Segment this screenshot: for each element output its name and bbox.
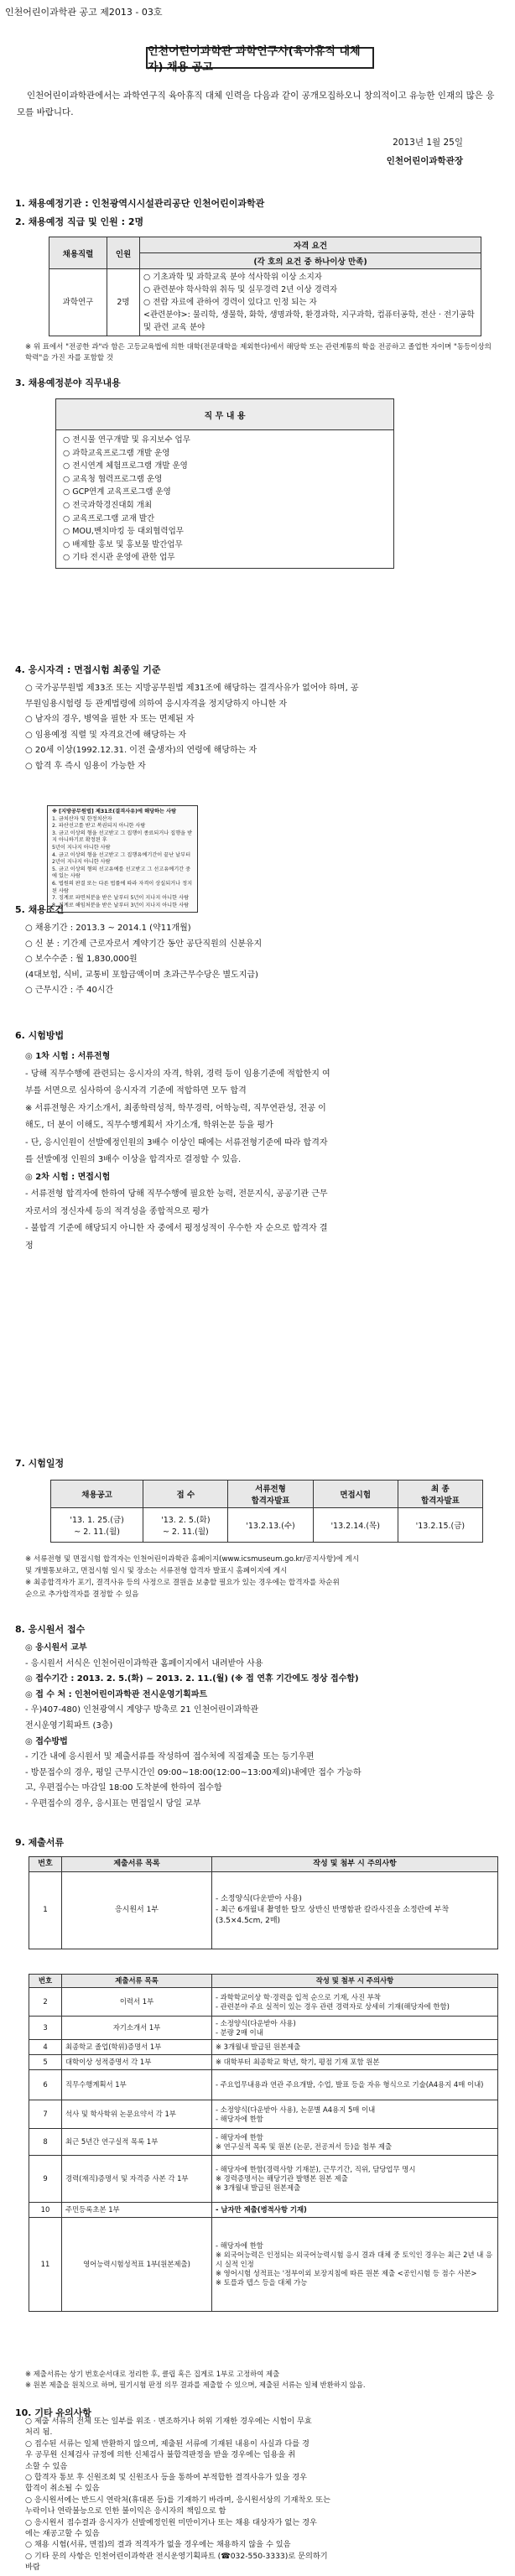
duty-item: ○ MOU,벤치마킹 등 대외협력업무 (63, 527, 184, 537)
application-line: ◎ 접 수 처 : 인천어린이과학관 전시운영기획파트 (25, 1689, 208, 1699)
eligibility-list (25, 681, 495, 775)
duty-item: ○ 전시물 연구개발 및 유지보수 업무 (63, 435, 190, 445)
notes-line: ○ 응시원서 접수결과 응시자가 선발예정인원 미만이거나 또는 채용 대상자가 없는 경우 (25, 2517, 317, 2527)
exam-line: ◎ 1차 시험 : 서류전형 (25, 1052, 111, 1061)
doc-name: 최종학교 졸업(학위)증명서 1부 (62, 2040, 212, 2055)
doc-name: 직무수행계획서 1부 (62, 2070, 212, 2100)
disqualification-line: 4. 금고 이상의 형을 선고받고 그 집행유예기간이 끝난 날부터 2년이 지나지 아니한 사람 (52, 851, 191, 866)
doc-col-notes: 작성 및 첨부 시 주의사항 (212, 1857, 498, 1872)
application-line: ◎ 접수방법 (25, 1736, 68, 1746)
doc-no: 8 (29, 2129, 62, 2156)
doc-notes: - 해당자에 한함 ※ 외국어능력은 인정되는 외국어능력시험 응시 결과 대체 중 토익인 경우는 최근 2년 내 응시 실적 인정 ※ 영어시험 성적표는 '정부이외 보장지침에 따른 원본 제출 <공인시험 등 점수 사본> ※ 토플과 텝스 등을 대체 가능 (212, 2218, 498, 2312)
doc-no: 3 (29, 2017, 62, 2040)
documents-table-1 (29, 1856, 498, 1949)
documents-note: ※ 제출서류는 상기 번호순서대로 정리한 후, 클립 혹은 집게로 1부로 고정하여 제출 (25, 2370, 280, 2378)
notes-line: 소할 수 있음 (25, 2461, 68, 2471)
disqualification-line: 5. 금고 이상의 형의 선고유예를 선고받고 그 선고유예기간 중에 있는 사람 (52, 866, 191, 880)
exam-line: 부를 서면으로 심사하여 응시자격 기준에 적합하면 모두 합격 (25, 1086, 247, 1095)
application-line: - 우)407-480) 인천광역시 계양구 방축로 21 인천어린이과학관 (25, 1705, 259, 1715)
notes-list (25, 2416, 495, 2573)
application-line: 고, 우편접수는 마감일 18:00 도착분에 한하여 접수함 (25, 1783, 222, 1793)
notice-date: 2013년 1월 25일 (393, 138, 463, 148)
doc-name: 영어능력시험성적표 1부(원본제출) (62, 2218, 212, 2312)
doc-notes: ※ 3개월내 발급된 원본제출 (212, 2040, 498, 2055)
col-position: 채용직렬 (49, 237, 107, 269)
condition-line: ○ 채용기간 : 2013.3 ~ 2014.1 (약11개월) (25, 924, 191, 933)
doc-no: 11 (29, 2218, 62, 2312)
requirement-line: ○ 관련분야 학사학위 취득 및 실무경력 2년 이상 경력자 (143, 285, 338, 294)
exam-line: - 당해 직무수행에 관련되는 응시자의 자격, 학위, 경력 등이 임용기준에 적합한지 여 (25, 1069, 330, 1079)
duty-item: ○ 배제할 홍보 및 홍보물 발간업무 (63, 539, 183, 549)
duty-heading: 직 무 내 용 (56, 399, 393, 430)
exam-line: ◎ 2차 시험 : 면접시험 (25, 1172, 111, 1182)
duty-list (56, 430, 393, 568)
section-7-heading: 7. 시험일정 (15, 1458, 65, 1469)
doc-name: 응시원서 1부 (62, 1872, 212, 1949)
doc-col-no: 번호 (29, 1975, 62, 1988)
position-table (49, 237, 481, 336)
schedule-header: 면접시험 (313, 1481, 398, 1508)
doc-no: 7 (29, 2100, 62, 2129)
notes-line: 우 공무원 신체검사 규정에 의한 신체검사 불합격판정을 받을 경우에는 임용을 취 (25, 2450, 296, 2460)
condition-line: (4대보험, 식비, 교통비 포함금액이며 초과근무수당은 별도지급) (25, 970, 258, 980)
doc-col-name: 제출서류 목록 (62, 1857, 212, 1872)
schedule-notes (25, 1553, 495, 1600)
doc-notes: - 소정양식(다운받아 사용) - 최근 6개월내 촬영한 탈모 상반신 반명함판 칼라사진을 소정란에 부착(3.5×4.5cm, 2매) (212, 1872, 498, 1949)
schedule-cell: '13.2.15.(금) (398, 1508, 482, 1543)
exam-line: 를 선발예정 인원의 3배수 이상을 합격자로 결정할 수 있음. (25, 1155, 242, 1164)
doc-no: 6 (29, 2070, 62, 2100)
condition-line: ○ 신 분 : 기간제 근로자로서 계약기간 동안 공단직원의 신분유지 (25, 939, 263, 949)
section-3-heading: 3. 채용예정분야 직무내용 (15, 377, 121, 388)
section-9-heading: 9. 제출서류 (15, 1837, 65, 1848)
disqualification-title: ※ [지방공무원법] 제31조(결격사유)에 해당하는 사람 (52, 809, 177, 814)
intro-paragraph: 인천어린이과학관에서는 과학연구직 육아휴직 대체 인력을 다음과 같이 공개모집하오니 창의적이고 유능한 인재의 많은 응모를 바랍니다. (17, 91, 495, 117)
schedule-header: 서류전형 합격자발표 (228, 1481, 313, 1508)
schedule-header: 채용공고 (51, 1481, 143, 1508)
doc-no: 1 (29, 1872, 62, 1949)
doc-col-notes: 작성 및 첨부 시 주의사항 (212, 1975, 498, 1988)
disqualification-line: 3. 금고 이상의 형을 선고받고 그 집행이 종료되거나 집행을 받지 아니하기로 확정된 후 (52, 830, 193, 844)
condition-line: ○ 보수수준 : 월 1,830,000원 (25, 955, 138, 965)
doc-col-name: 제출서류 목록 (62, 1975, 212, 1988)
requirement-line: ○ 기초과학 및 과학교육 분야 석사학위 이상 소지자 (143, 273, 322, 282)
doc-notes: - 소정양식(다운받아 사용), 논문별 A4용지 5매 이내 - 해당자에 한함 (212, 2100, 498, 2129)
notes-line: ○ 기타 문의 사항은 인천어린이과학관 전시운영기획파트 (☎032-550-3333)로 문의하기 (25, 2551, 328, 2561)
schedule-header: 접 수 (143, 1481, 228, 1508)
notes-line: ○ 합격자 통보 후 신원조회 및 신원조사 등을 통하여 부적합한 결격사유가 있을 경우 (25, 2473, 307, 2483)
exam-method-list (25, 1049, 495, 1255)
doc-no: 2 (29, 1988, 62, 2017)
doc-notes: - 해당자에 한함 ※ 연구실적 목록 및 원본 (논문, 전공저서 등)을 첨부 제출 (212, 2129, 498, 2156)
doc-name: 이력서 1부 (62, 1988, 212, 2017)
notes-line: 합격이 취소될 수 있음 (25, 2484, 100, 2494)
position-count: 2명 (107, 269, 140, 336)
doc-notes: - 해당자에 한함(경력사항 기재분), 근무기간, 직위, 담당업무 명시 ※ 경력증명서는 해당기관 발행본 원본 제출 ※ 3개월내 발급된 원본제출 (212, 2156, 498, 2203)
notes-line: 바람 (25, 2563, 40, 2573)
schedule-cell: '13. 2. 5.(화) ~ 2. 11.(월) (143, 1508, 228, 1543)
disqualification-line: 6. 법원의 판결 또는 다른 법률에 따라 자격이 상실되거나 정지된 사람 (52, 880, 193, 894)
eligibility-line: ○ 국가공무원법 제33조 또는 지방공무원법 제31조에 해당하는 결격사유가 없어야 하며, 공 (25, 684, 359, 693)
schedule-header: 최 종 합격자발표 (398, 1481, 482, 1508)
exam-line: 해도, 더 분이 이해도, 직무수행계획서 자기소개, 학위논문 등을 평가 (25, 1121, 273, 1130)
doc-name: 석사 및 학사학위 논문요약서 각 1부 (62, 2100, 212, 2129)
doc-col-no: 번호 (29, 1857, 62, 1872)
duty-item: ○ 전시연계 체험프로그램 개발 운영 (63, 461, 188, 471)
disqualification-line: 5년이 지나지 아니한 사람 (52, 844, 111, 851)
requirements-cell (140, 269, 481, 336)
schedule-cell: '13.2.14.(목) (313, 1508, 398, 1543)
notes-line: ○ 채용 시험(서류, 면접)의 결과 적격자가 없을 경우에는 채용하지 않을 수 있음 (25, 2540, 291, 2550)
schedule-note: ※ 서류전형 및 면접시험 합격자는 인천어린이과학관 홈페이지(www.icsmuseum.go.kr/공지사항)에 게시 (25, 1555, 360, 1564)
document-number: 인천어린이과학관 공고 제2013 - 03호 (5, 7, 163, 18)
table-note: ※ 위 표에서 "전공한 과"라 함은 고등교육법에 의한 대학(전문대학을 제외한다)에서 해당학 또는 관련계통의 학을 전공하고 졸업한 자이며 "동등이상의 학력"을 가진 자를 포함할 것 (25, 343, 492, 362)
position-name: 과학연구 (49, 269, 107, 336)
requirement-line: ○ 전람 자료에 관하여 경력이 있다고 인정 되는 자 (143, 298, 317, 307)
doc-no: 10 (29, 2203, 62, 2218)
eligibility-line: ○ 20세 이상(1992.12.31. 이전 출생자)의 연령에 해당하는 자 (25, 746, 258, 756)
application-line: - 응시원서 서식은 인천어린이과학관 홈페이지에서 내려받아 사용 (25, 1658, 263, 1668)
exam-line: - 서류전형 합격자에 한하여 당해 직무수행에 필요한 능력, 전문지식, 공공기관 근무 (25, 1189, 328, 1199)
doc-notes: - 주요업무내용과 연관 주요개발, 수업, 발표 등을 자유 형식으로 기술(A4용지 4매 이내) (212, 2070, 498, 2100)
disqualification-line: 2. 파산선고를 받고 복권되지 아니한 사람 (52, 823, 146, 830)
doc-no: 5 (29, 2055, 62, 2070)
section-8-heading: 8. 응시원서 접수 (15, 1624, 86, 1635)
disqualification-line: 7. 징계로 파면처분을 받은 날부터 5년이 지나지 아니한 사람 (52, 895, 190, 902)
notes-line: 처리 됨. (25, 2428, 53, 2438)
schedule-cell: '13.2.13.(수) (228, 1508, 313, 1543)
exam-line: - 단, 응시인원이 선발예정인원의 3배수 이상인 때에는 서류전형기준에 따라 합격자 (25, 1137, 328, 1147)
doc-name: 경력(재직)증명서 및 자격증 사본 각 1부 (62, 2156, 212, 2203)
application-line: - 기간 내에 응시원서 및 제출서류를 작성하여 접수처에 직접제출 또는 등기우편 (25, 1752, 315, 1762)
application-line: ◎ 응시원서 교부 (25, 1643, 87, 1652)
application-line: 전시운영기획파트 (3층) (25, 1720, 113, 1730)
eligibility-line: ○ 임용예정 직렬 및 자격요건에 해당하는 자 (25, 730, 187, 740)
schedule-cell: '13. 1. 25.(금) ~ 2. 11.(월) (51, 1508, 143, 1543)
doc-name: 주민등록초본 1부 (62, 2203, 212, 2218)
section-1-heading: 1. 채용예정기관 : 인천광역시시설관리공단 인천어린이과학관 (15, 198, 265, 209)
exam-line: ※ 서류전형은 자기소개서, 최종학력성적, 학무경력, 어학능력, 직무연관성, 전공 이 (25, 1103, 326, 1113)
duty-item: ○ 교육청 협력프로그램 운영 (63, 474, 163, 484)
documents-note: ※ 원본 제출을 원칙으로 하며, 필기시험 판정 의무 결과를 제출할 수 있으며, 제출된 서류는 일체 반환하지 않음. (25, 2381, 366, 2389)
exam-line: 정 (25, 1241, 34, 1251)
notes-line: ○ 응시원서에는 반드시 연락처(휴대폰 등)를 기재하기 바라며, 응시원서상의 기재착오 또는 (25, 2495, 330, 2505)
application-line: - 우편접수의 경우, 응시표는 면접일시 당일 교부 (25, 1798, 201, 1808)
section-2-heading: 2. 채용예정 직급 및 인원 : 2명 (15, 216, 144, 227)
condition-line: ○ 근무시간 : 주 40시간 (25, 986, 114, 996)
notes-line: ○ 제출 서류의 전체 또는 일부를 위조 · 변조하거나 허위 기재한 경우에는 시험이 무효 (25, 2417, 312, 2426)
schedule-note: 및 개별통보하고, 면접시험 일시 및 장소는 서류전형 합격자 발표시 홈페이지에 게시 (25, 1567, 288, 1575)
doc-name: 대학이상 성적증명서 각 1부 (62, 2055, 212, 2070)
doc-notes: - 과학학교이상 학·경력을 입적 순으로 기재, 사진 부착 - 관련분야 주요 실적이 있는 경우 관련 경력자로 상세히 기재(해당자에 한함) (212, 1988, 498, 2017)
application-line: ◎ 접수기간 : 2013. 2. 5.(화) ~ 2013. 2. 11.(월) (※ 접 연휴 기간에도 정상 접수함) (25, 1674, 359, 1684)
eligibility-line: 무원임용시험령 등 관계법령에 의하여 응시자격을 정지당하지 아니한 자 (25, 699, 288, 709)
notes-line: 누락이나 연락불능으로 인한 불이익은 응시자의 책임으로 함 (25, 2506, 226, 2516)
exam-line: 자로서의 정신자세 등의 적격성을 종합적으로 평가 (25, 1206, 209, 1216)
eligibility-line: ○ 합격 후 즉시 임용이 가능한 자 (25, 761, 146, 771)
duty-box (55, 398, 394, 569)
doc-notes: - 남자만 제출(병적사항 기재) (212, 2203, 498, 2218)
doc-no: 4 (29, 2040, 62, 2055)
doc-name: 최근 5년간 연구실적 목록 1부 (62, 2129, 212, 2156)
requirement-line: <관련분야>: 물리학, 생물학, 화학, 생명과학, 환경과학, 지구과학, 컴퓨터공학, 전산 · 전기공학 및 관련 교육 분야 (143, 310, 475, 332)
notes-line: 에는 재공고할 수 있음 (25, 2529, 100, 2539)
disqualification-box (47, 805, 198, 913)
duty-item: ○ 전국과학경진대회 개최 (63, 500, 153, 510)
application-line: - 방문접수의 경우, 평일 근무시간인 09:00~18:00(12:00~13:00제외)내에만 접수 가능하 (25, 1767, 362, 1777)
notes-line: ○ 접수된 서류는 일체 반환하지 않으며, 제출된 서류에 기재된 내용이 사실과 다를 경 (25, 2438, 310, 2449)
duty-item: ○ GCP연계 교육프로그램 운영 (63, 487, 171, 497)
disqualification-line: 8. 징계로 해임처분을 받은 날부터 3년이 지나지 아니한 사람 (52, 902, 190, 908)
doc-notes: ※ 대학부터 최종학교 학년, 학기, 평점 기재 포함 원본 (212, 2055, 498, 2070)
eligibility-line: ○ 남자의 경우, 병역을 필한 자 또는 면제된 자 (25, 715, 195, 725)
section-10-heading: 10. 기타 유의사항 (15, 2407, 91, 2418)
section-6-heading: 6. 시험방법 (15, 1030, 65, 1041)
documents-table-2 (29, 1974, 498, 2312)
schedule-note: ※ 최종합격자가 포기, 결격사유 등의 사정으로 결원을 보충할 필요가 있는 경우에는 합격자를 차순위 (25, 1579, 340, 1587)
disqualification-line: 1. 금치산자 및 한정치산자 (52, 815, 112, 822)
issuing-organization: 인천어린이과학관장 (386, 156, 463, 166)
col-count: 인원 (107, 237, 140, 269)
doc-no: 9 (29, 2156, 62, 2203)
exam-line: - 불합격 기준에 해당되지 아니한 자 중에서 평정성적이 우수한 자 순으로 합격자 결 (25, 1224, 328, 1233)
section-4-heading: 4. 응시자격 : 면접시험 최종일 기준 (15, 664, 161, 675)
duty-item: ○ 과학교육프로그램 개발 운영 (63, 448, 170, 458)
doc-name: 자기소개서 1부 (62, 2017, 212, 2040)
section-5-heading: 5. 채용조건 (15, 904, 65, 915)
doc-notes: - 소정양식(다운받아 사용) - 분량 2매 이내 (212, 2017, 498, 2040)
application-list (25, 1641, 495, 1813)
schedule-table (50, 1480, 483, 1543)
conditions-list (25, 921, 495, 999)
schedule-note: 순으로 추가합격자를 결정할 수 있음 (25, 1590, 139, 1599)
col-requirements-sub: (각 호의 요건 중 하나이상 만족) (140, 253, 481, 269)
documents-notes (25, 2369, 495, 2391)
col-requirements: 자격 요건 (140, 237, 481, 253)
duty-item: ○ 기타 전시관 운영에 관한 업무 (63, 553, 175, 563)
notice-title: 인천어린이과학관 과학연구사(육아휴직 대체자) 채용 공고 (146, 47, 374, 69)
duty-item: ○ 교육프로그램 교재 발간 (63, 513, 155, 523)
